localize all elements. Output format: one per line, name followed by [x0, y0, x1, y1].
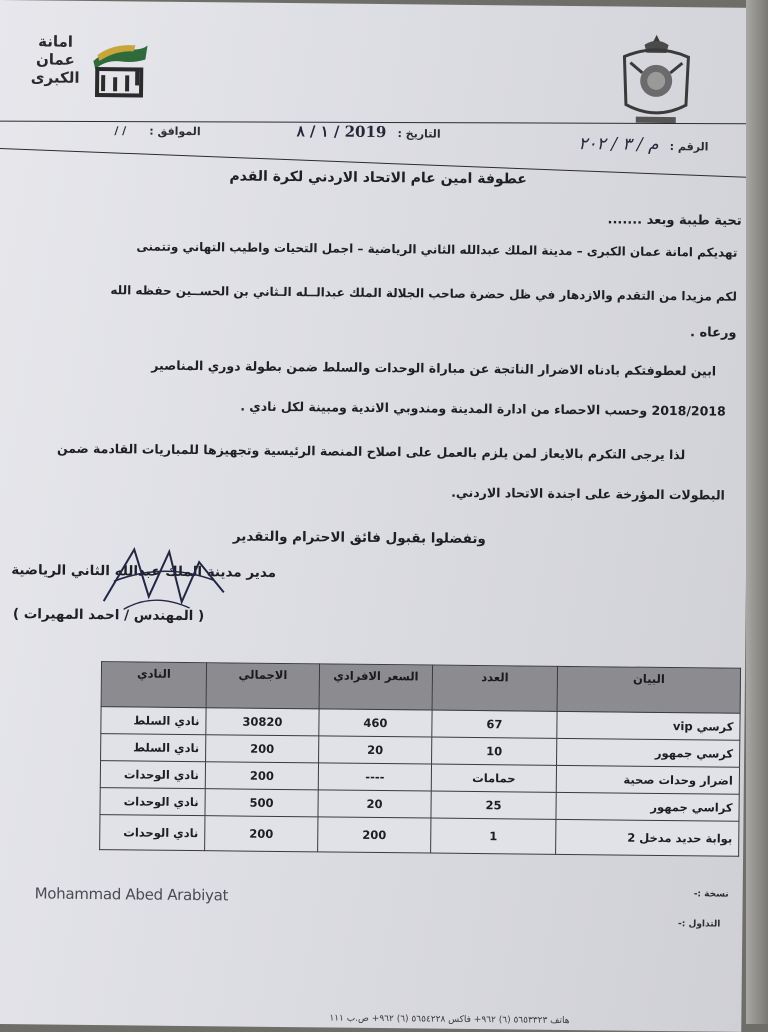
recipient-line: عطوفة امين عام الاتحاد الاردني لكرة القدم — [229, 168, 527, 188]
table-row — [100, 815, 739, 857]
date-value: 2019 / ١ / ٨ — [296, 122, 387, 142]
equiv-value: / / — [114, 124, 127, 138]
cell-unit-price: 20 — [318, 790, 431, 818]
cell-total: 200 — [206, 735, 319, 763]
cell-total: 30820 — [206, 708, 319, 736]
header-total: الاجمالي — [206, 663, 319, 709]
cell-description: بوابة حديد مدخل 2 — [556, 819, 739, 856]
cell-count: 67 — [432, 710, 557, 738]
copy-label: نسخة :- — [693, 889, 729, 900]
contact-strip: هاتف ٥٦٥٣٣٢٣ (٦) ٩٦٢+ فاكس ٥٦٥٤٢٢٨ (٦) ٩٦٢+ ص.ب ١١١ — [329, 1013, 570, 1027]
cell-club: نادي الوحدات — [100, 788, 205, 816]
cell-club: نادي الوحدات — [100, 815, 205, 851]
signature-name: ( المهندس / احمد المهيرات ) — [12, 606, 205, 625]
cell-total: 500 — [205, 789, 318, 817]
header-description: البيان — [557, 666, 740, 713]
date-label: التاريخ : — [397, 127, 441, 141]
circulation-label: التداول :- — [678, 919, 721, 930]
number-value: م / ٣ / ٢٠٢ — [578, 134, 659, 155]
cell-unit-price: ---- — [318, 763, 431, 791]
paragraph-line-3: ورعاه . — [690, 325, 737, 341]
cell-description: كراسي جمهور — [556, 792, 739, 821]
cell-club: نادي السلط — [101, 734, 206, 762]
header-club: النادي — [101, 662, 206, 708]
equivalent-date — [61, 119, 201, 139]
damages-table — [99, 661, 741, 857]
table-header-row — [101, 662, 740, 714]
cell-club: نادي السلط — [101, 707, 206, 735]
paragraph-line-1: تهديكم امانة عمان الكبرى – مدينة الملك عبدالله الثاني الرياضية – اجمل التحيات واطيب التهاني وتتمنى — [136, 239, 738, 260]
cell-count: 1 — [431, 818, 556, 854]
jordan-crest-icon — [616, 30, 697, 129]
page-edge-shadow — [746, 0, 768, 1024]
date-field — [261, 121, 441, 142]
paragraph-line-5: 2018/2018 وحسب الاحصاء من ادارة المدينة ومندوبي الاندية ومبينة لكل نادي . — [240, 398, 726, 419]
logo-text: امانة عمان الكبرى — [30, 32, 80, 87]
amman-logo-icon — [89, 41, 150, 100]
cell-description: اضرار وحدات صحية — [556, 765, 739, 794]
cell-total: 200 — [205, 816, 318, 852]
cell-description: كرسي جمهور — [557, 738, 740, 767]
paragraph-line-7: البطولات المؤرخة على اجندة الاتحاد الاردني. — [451, 484, 725, 503]
cell-count: حمامات — [431, 764, 556, 792]
cell-count: 25 — [431, 791, 556, 819]
number-label: الرقم : — [669, 140, 709, 154]
amman-municipality-logo — [19, 28, 132, 109]
cell-unit-price: 200 — [318, 817, 431, 853]
cell-unit-price: 20 — [319, 736, 432, 764]
cell-description: كرسي vip — [557, 711, 740, 740]
paragraph-line-2: لكم مزيدا من التقدم والازدهار في ظل حضرة صاحب الجلالة الملك عبدالــله الـثاني بن الحســين حفظه الله — [110, 283, 738, 304]
watermark-name: Mohammad Abed Arabiyat — [34, 884, 229, 905]
cell-count: 10 — [432, 737, 557, 765]
signature-title: مدير مدينة الملك عبدالله الثاني الرياضية — [11, 562, 277, 581]
header-count: العدد — [432, 665, 557, 711]
greeting: تحية طيبة وبعد ....... — [607, 212, 742, 229]
paragraph-line-4: ابين لعطوفتكم بادناه الاضرار الناتجة عن مباراة الوحدات والسلط ضمن بطولة دوري المناصير — [151, 357, 717, 379]
paragraph-line-6: لذا يرجى التكرم بالايعاز لمن يلزم بالعمل على اصلاح المنصة الرئيسية وتجهيزها للمباريات القادمة ضمن — [56, 440, 686, 463]
cell-club: نادي الوحدات — [100, 761, 205, 789]
reference-number — [558, 134, 708, 156]
header-unit-price: السعر الافرادي — [319, 664, 432, 710]
cell-unit-price: 460 — [319, 709, 432, 737]
equiv-label: الموافق : — [149, 124, 201, 139]
closing-line: وتفضلوا بقبول فائق الاحترام والتقدير — [232, 528, 486, 548]
cell-total: 200 — [205, 762, 318, 790]
